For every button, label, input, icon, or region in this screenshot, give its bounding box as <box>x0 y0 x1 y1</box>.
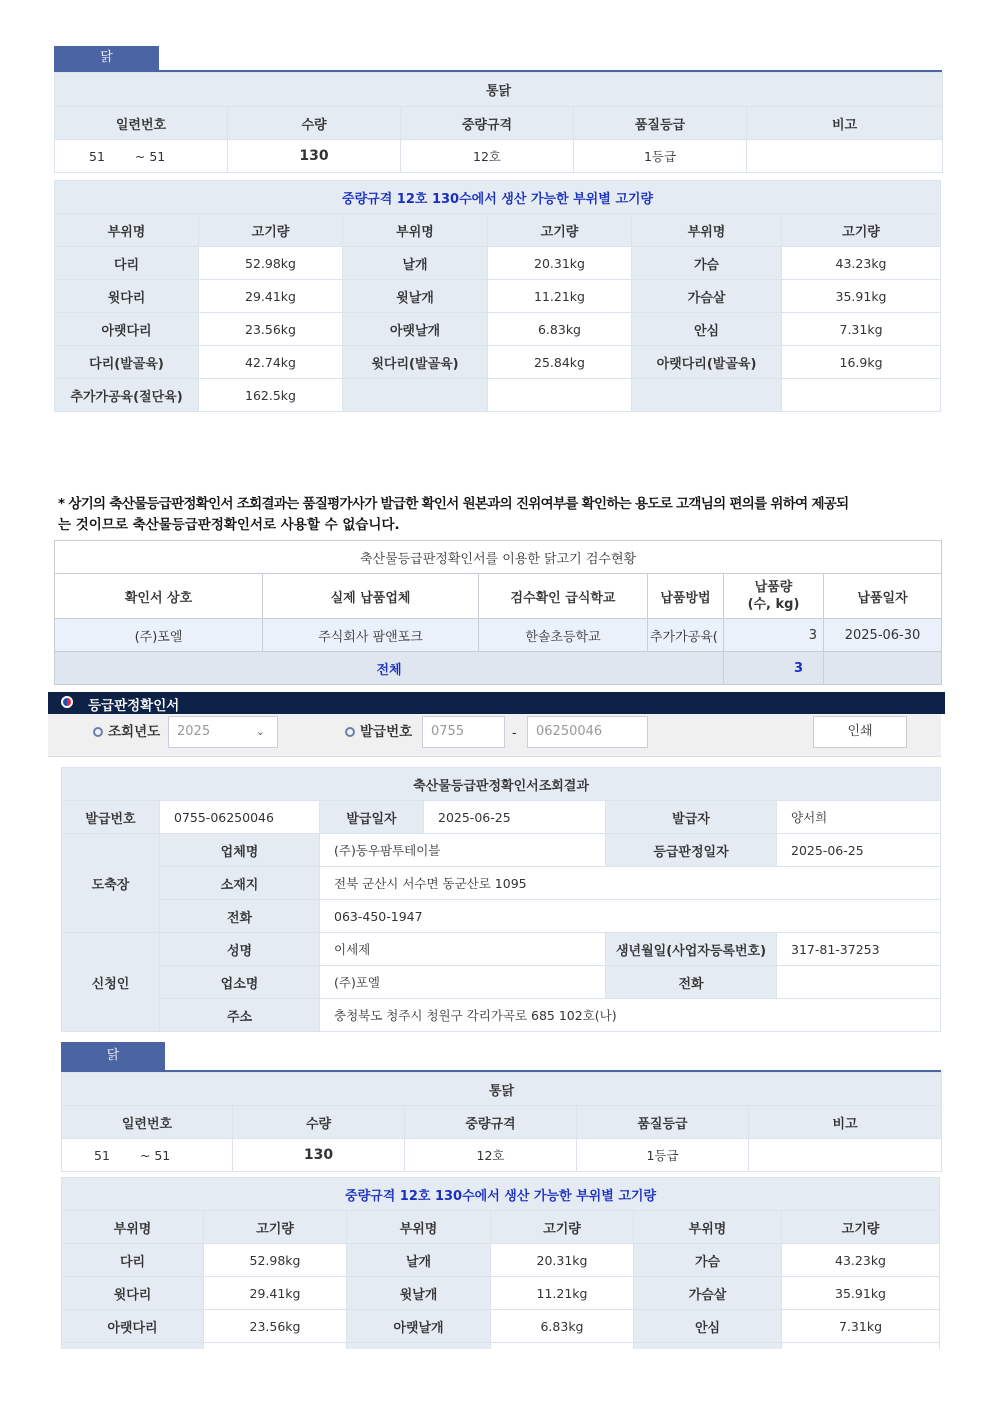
table-row <box>62 1310 940 1343</box>
table-row <box>62 1277 940 1310</box>
table-row <box>55 280 941 313</box>
cert-result-table <box>61 767 941 1032</box>
whole-chicken-table-bottom <box>61 1072 942 1172</box>
serial-from: 51 <box>89 148 105 164</box>
tab-chicken-top[interactable] <box>54 46 159 70</box>
phone-label: 전화 <box>160 900 320 933</box>
parts-header: 고기량 <box>204 1211 347 1244</box>
col-header: 납품량 <box>754 580 793 595</box>
issue-label <box>345 716 412 748</box>
part-amount: 35.91kg <box>782 280 941 313</box>
serial-from: 51 <box>94 1147 110 1163</box>
part-name-cut <box>634 1343 782 1350</box>
year-select-value: 2025 <box>177 724 211 739</box>
part-name: 가슴살 <box>634 1277 782 1310</box>
part-amount: 16.9kg <box>782 346 941 379</box>
total-empty <box>824 652 942 685</box>
bullet-icon <box>93 727 103 737</box>
parts-table-bottom <box>61 1177 940 1349</box>
parts-header: 부위명 <box>347 1211 491 1244</box>
part-name: 추가가공육(절단육) <box>55 379 199 412</box>
part-amount: 42.74kg <box>199 346 343 379</box>
part-name: 윗다리 <box>55 280 199 313</box>
cell-date: 2025-06-30 <box>824 619 942 652</box>
issue-number-input[interactable]: 06250046 <box>527 716 648 748</box>
part-amount-cut <box>782 1343 940 1350</box>
parts-header: 부위명 <box>632 214 782 247</box>
part-name: 가슴 <box>632 247 782 280</box>
tab-label: 닭 <box>100 50 113 65</box>
location-label: 소재지 <box>160 867 320 900</box>
part-amount: 7.31kg <box>782 313 941 346</box>
table-row <box>55 346 941 379</box>
part-name: 아랫날개 <box>343 313 488 346</box>
issue-prefix-input[interactable]: 0755 <box>422 716 505 748</box>
notice-text <box>58 494 942 536</box>
part-name <box>632 379 782 412</box>
part-name: 아랫다리 <box>62 1310 204 1343</box>
year-select[interactable] <box>168 716 278 748</box>
part-amount: 162.5kg <box>199 379 343 412</box>
parts-title: 중량규격 12호 130수에서 생산 가능한 부위별 고기량 <box>62 1178 940 1211</box>
col-header: 중량규격 <box>405 1106 577 1139</box>
notice-line: * 상기의 축산물등급판정확인서 조회결과는 품질평가사가 발급한 확인서 원본과의 진위여부를 확인하는 용도로 고객님의 편의를 위하여 제공되 <box>58 496 849 512</box>
col-header: 품질등급 <box>577 1106 749 1139</box>
part-name: 가슴 <box>634 1244 782 1277</box>
part-name-cut <box>347 1343 491 1350</box>
part-amount: 35.91kg <box>782 1277 940 1310</box>
part-name: 윗다리(발골육) <box>343 346 488 379</box>
col-header: 납품일자 <box>824 574 942 619</box>
part-name-cut <box>62 1343 204 1350</box>
part-amount: 43.23kg <box>782 247 941 280</box>
part-name: 안심 <box>634 1310 782 1343</box>
parts-header: 부위명 <box>62 1211 204 1244</box>
part-name: 날개 <box>347 1244 491 1277</box>
name-label: 성명 <box>160 933 320 966</box>
print-button[interactable]: 인쇄 <box>813 716 907 748</box>
parts-header: 고기량 <box>488 214 632 247</box>
total-row <box>55 652 942 685</box>
year-label <box>93 716 160 748</box>
parts-header: 고기량 <box>199 214 343 247</box>
part-name: 가슴살 <box>632 280 782 313</box>
part-name: 다리 <box>55 247 199 280</box>
location-value: 전북 군산시 서수면 동군산로 1095 <box>320 867 941 900</box>
cell-supplier: 주식회사 팜앤포크 <box>263 619 479 652</box>
part-amount: 23.56kg <box>204 1310 347 1343</box>
issue-date-value: 2025-06-25 <box>424 801 606 834</box>
table-row <box>55 379 941 412</box>
part-amount <box>488 379 632 412</box>
slaughter-label: 도축장 <box>62 834 160 933</box>
part-name: 윗다리 <box>62 1277 204 1310</box>
parts-header: 고기량 <box>782 1211 940 1244</box>
part-amount: 52.98kg <box>204 1244 347 1277</box>
table-row <box>55 313 941 346</box>
parts-title: 중량규격 12호 130수에서 생산 가능한 부위별 고기량 <box>55 181 941 214</box>
part-amount: 43.23kg <box>782 1244 940 1277</box>
issue-label-text: 발급번호 <box>360 724 413 740</box>
address-value: 충청북도 청주시 청원구 각리가곡로 685 102호(나) <box>320 999 941 1032</box>
part-name: 윗날개 <box>343 280 488 313</box>
issue-no-value: 0755-06250046 <box>160 801 320 834</box>
col-header: 수량 <box>233 1106 405 1139</box>
part-amount-cut <box>204 1343 347 1350</box>
total-value: 3 <box>724 652 824 685</box>
qty-cell: 130 <box>233 1139 405 1172</box>
cell-quantity: 3 <box>724 619 824 652</box>
table-row <box>55 247 941 280</box>
part-name <box>343 379 488 412</box>
parts-header: 고기량 <box>782 214 941 247</box>
shop-phone-value <box>777 966 941 999</box>
total-label: 전체 <box>55 652 724 685</box>
cert-bar-title: 등급판정확인서 <box>88 698 180 714</box>
part-amount: 29.41kg <box>204 1277 347 1310</box>
inspection-title: 축산물등급판정확인서를 이용한 닭고기 검수현황 <box>55 541 942 574</box>
grade-cell: 1등급 <box>577 1139 749 1172</box>
notice-line: 는 것이므로 축산물등급판정확인서로 사용할 수 없습니다. <box>58 517 400 533</box>
grade-date-label: 등급판정일자 <box>606 834 777 867</box>
grade-date-value: 2025-06-25 <box>777 834 941 867</box>
note-cell <box>747 140 943 173</box>
issue-dash: - <box>512 726 517 741</box>
issue-date-label: 발급일자 <box>320 801 424 834</box>
cert-logo-icon <box>61 696 73 708</box>
bullet-icon <box>345 727 355 737</box>
col-header: 납품방법 <box>648 574 724 619</box>
table-row <box>62 1343 940 1350</box>
part-amount: 29.41kg <box>199 280 343 313</box>
inspection-table <box>54 540 942 685</box>
cell-method: 추가가공육( <box>648 619 724 652</box>
part-amount: 11.21kg <box>488 280 632 313</box>
part-name: 윗날개 <box>347 1277 491 1310</box>
serial-cell <box>62 1139 233 1172</box>
col-header-qty <box>724 574 824 619</box>
col-header: 일련번호 <box>55 107 228 140</box>
parts-header: 부위명 <box>634 1211 782 1244</box>
table-row <box>62 1244 940 1277</box>
part-name: 다리(발골육) <box>55 346 199 379</box>
part-amount: 7.31kg <box>782 1310 940 1343</box>
address-label: 주소 <box>160 999 320 1032</box>
birth-label: 생년월일(사업자등록번호) <box>606 933 777 966</box>
serial-to: ~ 51 <box>134 148 166 164</box>
part-name: 아랫다리 <box>55 313 199 346</box>
birth-value: 317-81-37253 <box>777 933 941 966</box>
part-amount: 6.83kg <box>488 313 632 346</box>
col-header: 품질등급 <box>574 107 747 140</box>
part-name: 날개 <box>343 247 488 280</box>
issuer-label: 발급자 <box>606 801 777 834</box>
col-header-unit: (수, kg) <box>747 597 800 612</box>
col-header: 일련번호 <box>62 1106 233 1139</box>
part-amount-cut <box>491 1343 634 1350</box>
qty-cell: 130 <box>228 140 401 173</box>
parts-header: 부위명 <box>55 214 199 247</box>
whole-title: 통닭 <box>55 73 943 107</box>
cell-company: (주)포엘 <box>55 619 263 652</box>
table-row <box>55 619 942 652</box>
company-value: (주)동우팜투테이블 <box>320 834 606 867</box>
parts-table-top <box>54 180 941 412</box>
shop-phone-label: 전화 <box>606 966 777 999</box>
chevron-down-icon: ⌄ <box>255 725 265 738</box>
col-header: 수량 <box>228 107 401 140</box>
whole-chicken-table-top <box>54 72 943 173</box>
part-amount: 20.31kg <box>488 247 632 280</box>
serial-to: ~ 51 <box>139 1147 171 1163</box>
weight-cell: 12호 <box>405 1139 577 1172</box>
part-amount <box>782 379 941 412</box>
part-amount: 25.84kg <box>488 346 632 379</box>
note-cell <box>749 1139 942 1172</box>
part-amount: 6.83kg <box>491 1310 634 1343</box>
col-header: 검수확인 급식학교 <box>479 574 648 619</box>
part-name: 아랫다리(발골육) <box>632 346 782 379</box>
tab-label: 닭 <box>106 1048 120 1063</box>
part-amount: 23.56kg <box>199 313 343 346</box>
part-amount: 11.21kg <box>491 1277 634 1310</box>
cert-title-bar <box>48 692 945 714</box>
company-label: 업체명 <box>160 834 320 867</box>
phone-value: 063-450-1947 <box>320 900 941 933</box>
part-name: 아랫날개 <box>347 1310 491 1343</box>
cell-school: 한솔초등학교 <box>479 619 648 652</box>
weight-cell: 12호 <box>401 140 574 173</box>
part-amount: 20.31kg <box>491 1244 634 1277</box>
part-amount: 52.98kg <box>199 247 343 280</box>
whole-title: 통닭 <box>62 1073 942 1106</box>
year-label-text: 조회년도 <box>108 724 161 740</box>
grade-cell: 1등급 <box>574 140 747 173</box>
serial-cell <box>55 140 228 173</box>
issue-no-label: 발급번호 <box>62 801 160 834</box>
applicant-label: 신청인 <box>62 933 160 1032</box>
tab-chicken-bottom[interactable] <box>61 1042 165 1070</box>
col-header: 비고 <box>749 1106 942 1139</box>
col-header: 실제 납품업체 <box>263 574 479 619</box>
shop-value: (주)포엘 <box>320 966 606 999</box>
col-header: 중량규격 <box>401 107 574 140</box>
part-name: 안심 <box>632 313 782 346</box>
part-name: 다리 <box>62 1244 204 1277</box>
col-header: 확인서 상호 <box>55 574 263 619</box>
result-title: 축산물등급판정확인서조회결과 <box>62 768 941 801</box>
shop-label: 업소명 <box>160 966 320 999</box>
name-value: 이세제 <box>320 933 606 966</box>
col-header: 비고 <box>747 107 943 140</box>
parts-table-bottom-clip <box>61 1177 941 1349</box>
issuer-value: 양서희 <box>777 801 941 834</box>
parts-header: 부위명 <box>343 214 488 247</box>
parts-header: 고기량 <box>491 1211 634 1244</box>
